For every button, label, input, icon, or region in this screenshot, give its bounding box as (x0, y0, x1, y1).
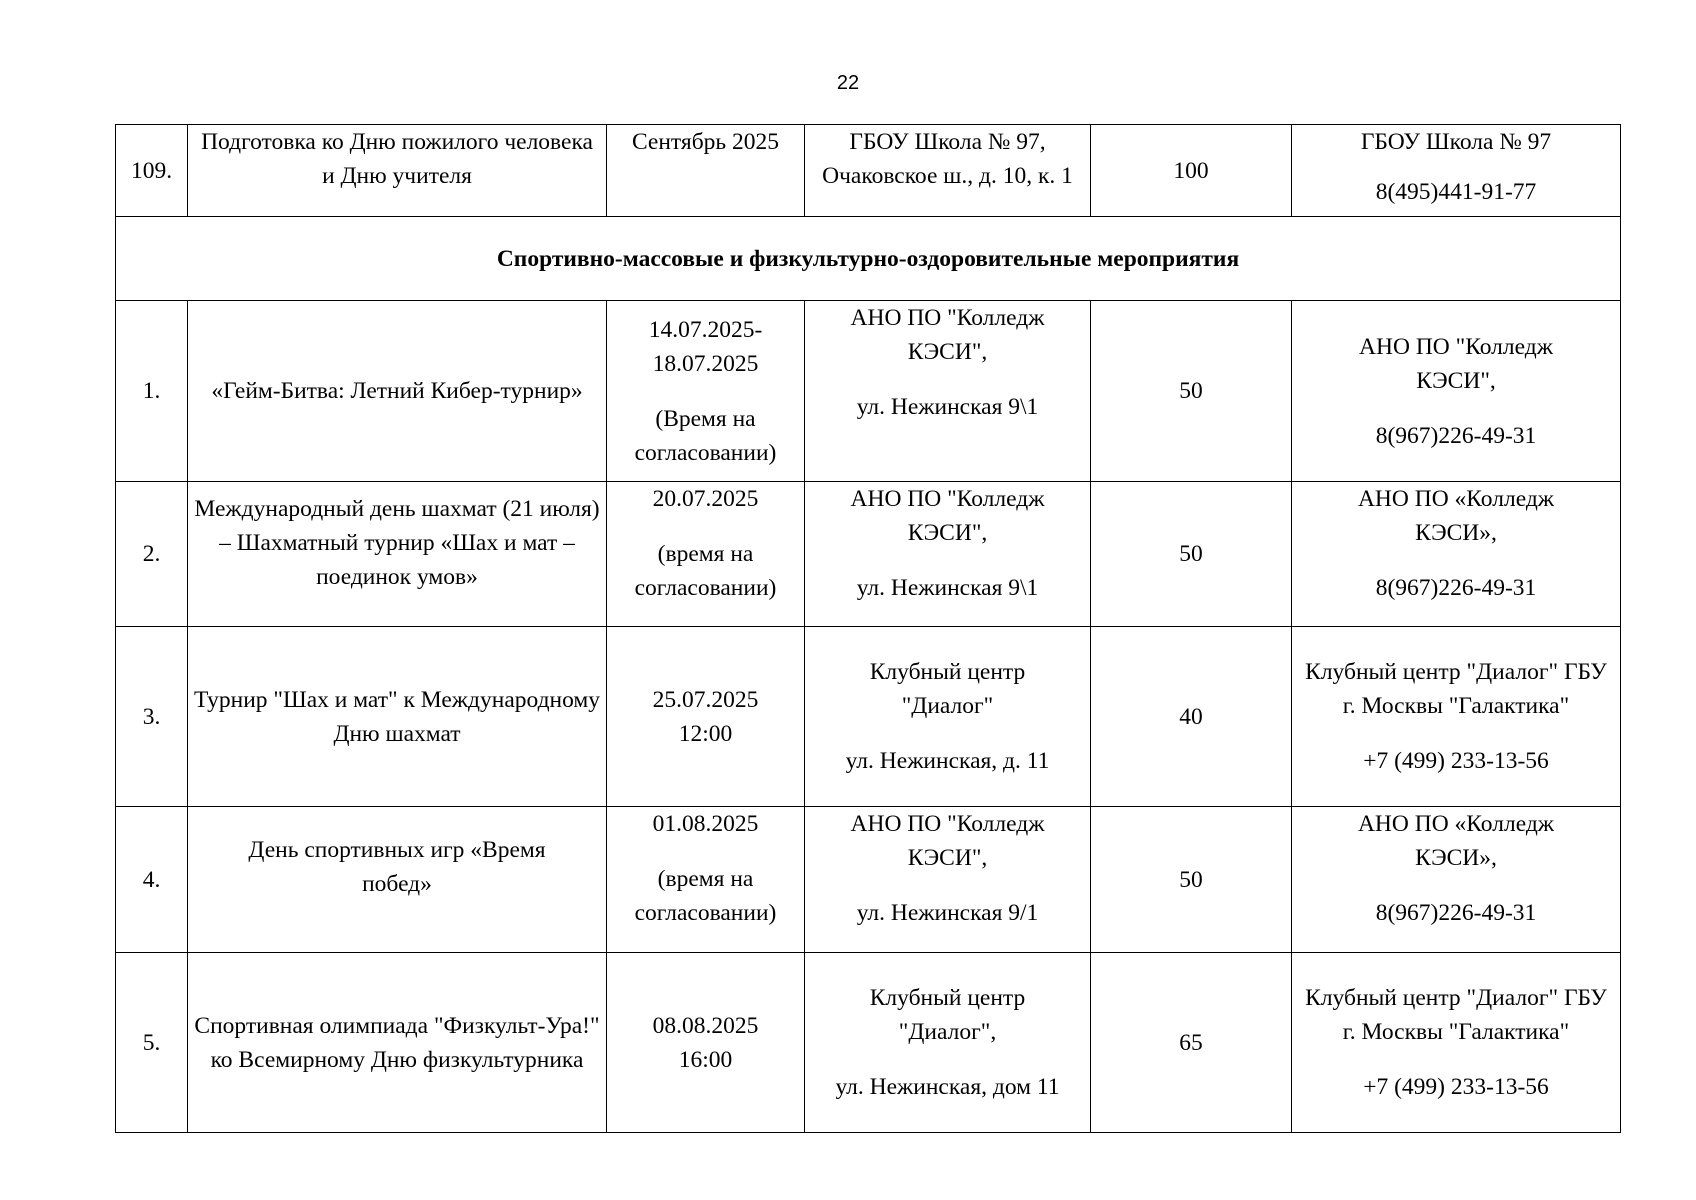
organizer-name: АНО ПО «Колледж КЭСИ», (1357, 486, 1555, 546)
place-name: Клубный центр "Диалог" (869, 659, 1026, 719)
row-number: 1. (116, 301, 188, 482)
organizer (1292, 125, 1621, 217)
organizer-phone: 8(967)226-49-31 (1375, 422, 1537, 449)
event-date-value: 25.07.2025 (652, 686, 759, 713)
event-date-note: (время на согласовании) (634, 866, 777, 926)
organizer-name: ГБОУ Школа № 97 (1360, 129, 1552, 155)
organizer-name: АНО ПО "Колледж КЭСИ", (1359, 333, 1553, 394)
event-place (805, 482, 1091, 627)
page-number: 22 (836, 72, 860, 94)
organizer-name: АНО ПО «Колледж КЭСИ», (1357, 811, 1555, 871)
event-date-value: 14.07.2025-18.07.2025 (648, 316, 763, 377)
event-name: Международный день шахмат (21 июля) – Шахматный турнир «Шах и мат – поединок умов» (188, 482, 607, 627)
place-name: АНО ПО "Колледж КЭСИ", (850, 305, 1045, 365)
table-row (116, 807, 1621, 953)
organizer-phone: 8(495)441-91-77 (1375, 179, 1537, 205)
row-number: 5. (116, 953, 188, 1133)
place-address: ул. Нежинская 9\1 (856, 394, 1039, 420)
event-place (805, 953, 1091, 1133)
event-time: 12:00 (678, 720, 733, 747)
participant-count: 50 (1091, 807, 1292, 953)
event-name: Турнир "Шах и мат" к Международному Дню шахмат (188, 627, 607, 807)
event-date-note: (время на согласовании) (634, 541, 777, 601)
organizer-phone: 8(967)226-49-31 (1375, 900, 1537, 926)
table-row (116, 301, 1621, 482)
table-row (116, 627, 1621, 807)
organizer (1292, 482, 1621, 627)
organizer (1292, 301, 1621, 482)
event-place (805, 807, 1091, 953)
event-date (607, 301, 805, 482)
events-table (115, 124, 1621, 1133)
event-date (607, 482, 805, 627)
event-place (805, 301, 1091, 482)
organizer (1292, 953, 1621, 1133)
table-row (116, 125, 1621, 217)
row-number: 109. (116, 125, 188, 217)
event-date (607, 953, 805, 1133)
place-name: Клубный центр "Диалог", (869, 985, 1026, 1045)
event-place: ГБОУ Школа № 97, Очаковское ш., д. 10, к. 1 (805, 125, 1091, 217)
event-place (805, 627, 1091, 807)
place-address: ул. Нежинская 9/1 (856, 900, 1039, 926)
participant-count: 65 (1091, 953, 1292, 1133)
participant-count: 40 (1091, 627, 1292, 807)
event-date-value: 20.07.2025 (652, 486, 759, 512)
place-name: АНО ПО "Колледж КЭСИ", (850, 811, 1045, 871)
event-date-note: (Время на согласовании) (634, 405, 777, 466)
event-date-value: 08.08.2025 (652, 1012, 759, 1039)
organizer (1292, 627, 1621, 807)
event-name: «Гейм-Битва: Летний Кибер-турнир» (188, 301, 607, 482)
section-title: Спортивно-массовые и физкультурно-оздоровительные мероприятия (116, 217, 1621, 301)
place-name: АНО ПО "Колледж КЭСИ", (850, 486, 1045, 546)
organizer-phone: +7 (499) 233-13-56 (1363, 748, 1549, 774)
organizer-phone: 8(967)226-49-31 (1375, 575, 1537, 601)
row-number: 4. (116, 807, 188, 953)
participant-count: 100 (1091, 125, 1292, 217)
event-date-value: 01.08.2025 (652, 811, 759, 837)
event-name: Подготовка ко Дню пожилого человека и Дню учителя (188, 125, 607, 217)
table-row (116, 953, 1621, 1133)
section-header-row (116, 217, 1621, 301)
row-number: 3. (116, 627, 188, 807)
participant-count: 50 (1091, 301, 1292, 482)
organizer-name: Клубный центр "Диалог" ГБУ г. Москвы "Галактика" (1305, 659, 1607, 719)
event-name: День спортивных игр «Время побед» (188, 807, 607, 953)
place-address: ул. Нежинская 9\1 (856, 575, 1039, 601)
event-date (607, 807, 805, 953)
event-name: Спортивная олимпиада "Физкульт-Ура!" ко Всемирному Дню физкультурника (188, 953, 607, 1133)
place-address: ул. Нежинская, дом 11 (835, 1074, 1060, 1100)
event-date (607, 627, 805, 807)
event-date: Сентябрь 2025 (607, 125, 805, 217)
organizer (1292, 807, 1621, 953)
place-address: ул. Нежинская, д. 11 (845, 748, 1050, 774)
organizer-name: Клубный центр "Диалог" ГБУ г. Москвы "Галактика" (1305, 985, 1607, 1045)
event-time: 16:00 (678, 1046, 733, 1073)
table-row (116, 482, 1621, 627)
row-number: 2. (116, 482, 188, 627)
participant-count: 50 (1091, 482, 1292, 627)
organizer-phone: +7 (499) 233-13-56 (1363, 1074, 1549, 1100)
